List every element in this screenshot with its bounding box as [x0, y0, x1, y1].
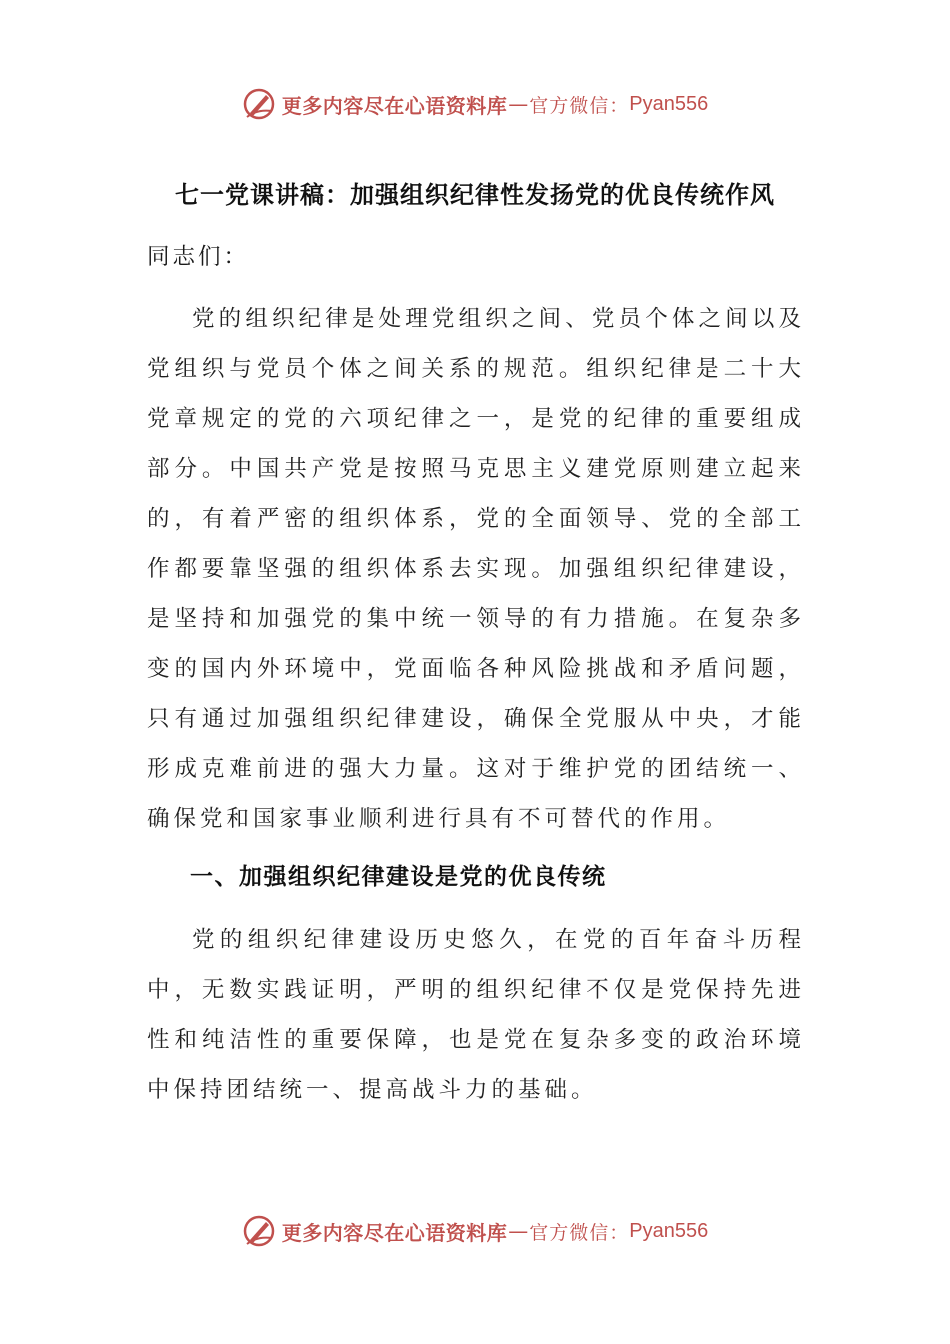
document-title: 七一党课讲稿：加强组织纪律性发扬党的优良传统作风 — [175, 180, 775, 209]
watermark-wechat-id: Pyan556 — [629, 1219, 709, 1242]
watermark-dash: — — [508, 1219, 529, 1243]
watermark-brand: 更多内容尽在心语资料库 — [281, 1220, 508, 1245]
header-watermark — [0, 86, 950, 122]
watermark-label: 官方微信： — [529, 1221, 630, 1244]
paragraph-text: 党的组织纪律建设历史悠久，在党的百年奋斗历程中，无数实践证明，严明的组织纪律不仅是党保持先进性和纯洁性的重要保障，也是党在复杂多变的政治环境中保持团结统一、提高战斗力的基础。 — [147, 927, 805, 1103]
paragraph-text: 党的组织纪律是处理党组织之间、党员个体之间以及党组织与党员个体之间关系的规范。组织纪律是二十大党章规定的党的六项纪律之一，是党的纪律的重要组成部分。中国共产党是按照马克思主义建党原则建立起来的，有着严密的组织体系，党的全面领导、党的全部工作都要靠坚强的组织体系去实现。加强组织纪律建设，是坚持和加强党的集中统一领导的有力措施。在复杂多变的国内外环境中，党面临各种风险挑战和矛盾问题，只有通过加强组织纪律建设，确保全党服从中央，才能形成克难前进的强大力量。这对于维护党的团结统一、确保党和国家事业顺利进行具有不可替代的作用。 — [147, 306, 805, 832]
watermark-wechat-id: Pyan556 — [629, 92, 709, 115]
greeting: 同志们： — [147, 244, 250, 270]
body-paragraph — [147, 915, 805, 1115]
footer-watermark — [0, 1213, 950, 1249]
pen-logo-icon — [242, 87, 276, 121]
section-heading: 一、加强组织纪律建设是党的优良传统 — [190, 863, 607, 890]
body-paragraph — [147, 294, 805, 844]
watermark-label: 官方微信： — [529, 94, 630, 117]
watermark-brand: 更多内容尽在心语资料库 — [281, 93, 508, 118]
pen-logo-icon — [242, 1214, 276, 1248]
watermark-dash: — — [508, 92, 529, 116]
